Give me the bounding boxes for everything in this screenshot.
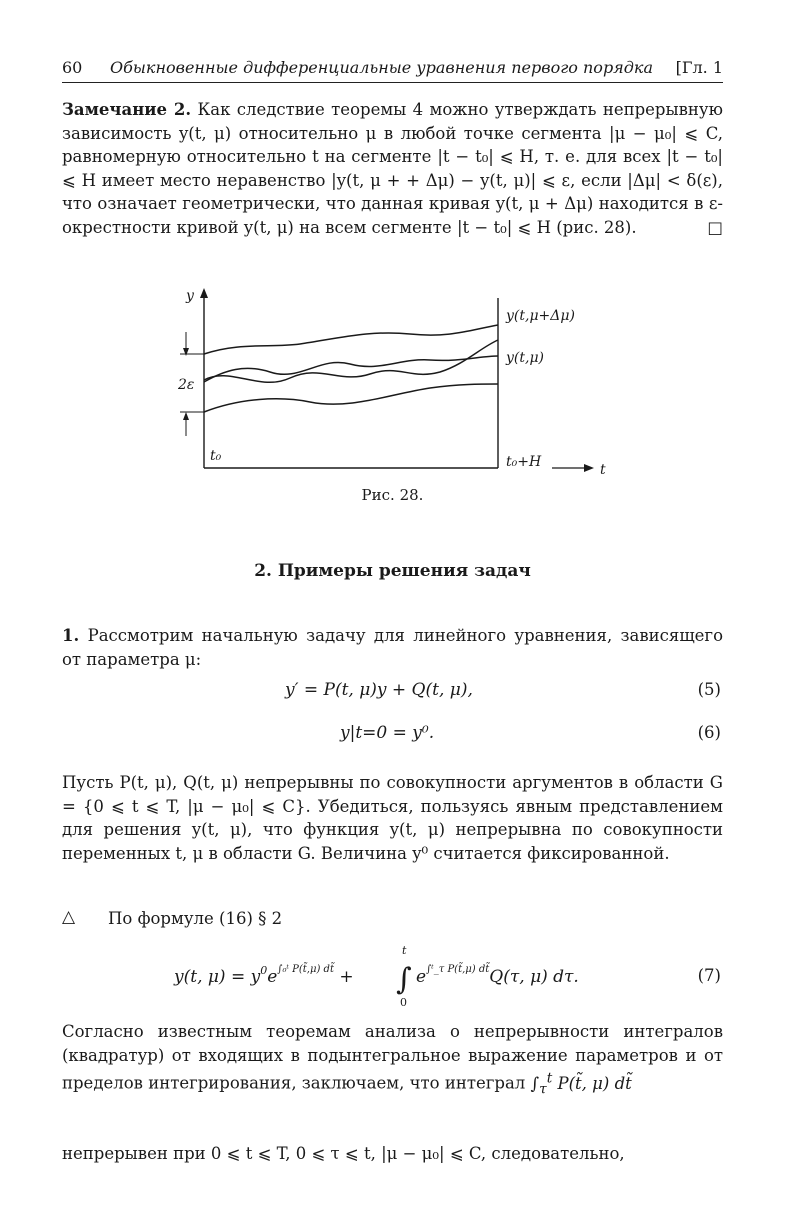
t-axis-label: t (600, 462, 606, 478)
solution-triangle: △ (62, 907, 76, 927)
epsilon-arrowhead-bottom (183, 412, 189, 420)
qed-symbol: □ (707, 217, 723, 237)
svg-text:0: 0 (400, 996, 407, 1009)
by-formula-text: По формуле (16) § 2 (108, 909, 283, 928)
problem-number: 1. (62, 626, 80, 645)
running-title: Обыкновенные дифференциальные уравнения первого порядка (110, 58, 654, 77)
svg-text:y(t, μ) = y0e∫₀ᵗ P(t̃,μ) dt̃ +: y(t, $\mu) = y^0e^{\int_0ᵗ P(t̃,\mu) dt̃}$ + (174, 964, 354, 987)
curve-upper-label: y(t,μ+Δμ) (506, 308, 575, 324)
figure-caption: Рис. 28. (361, 486, 424, 504)
lower-bound-curve (204, 384, 498, 412)
problem-intro-text: Рассмотрим начальную задачу для линейного уравнения, зависящего от параметра μ: (62, 626, 724, 669)
remark-heading: Замечание 2. (62, 100, 192, 119)
page-number: 60 (62, 58, 83, 77)
remark-paragraph (62, 98, 723, 239)
integral-inline: $\int_\tau^t$ P(t̃, μ) dt̃ (530, 1070, 632, 1097)
chapter-label: [Гл. 1 (675, 58, 723, 77)
epsilon-arrowhead-top (183, 348, 189, 356)
problem-statement: Пусть P(t, μ), Q(t, μ) непрерывны по совокупности аргументов в области G = {0 ⩽ t ⩽ T, |μ − μ₀| ⩽ C}. Убедиться, пользуясь явным представлением для решения y(t, μ), что функция y(t, μ) непрерывна по совокупности переменных t, μ в области G. Величина y⁰ считается фиксированной. (62, 773, 723, 863)
remark-text: Как следствие теоремы 4 можно утверждать непрерывную зависимость y(t, μ) относительно μ в любой точке сегмента |μ − μ₀| ⩽ C, равномерную относительно t на сегменте |t − t₀| ⩽ H, т. е. для всех |t − t₀| ⩽ H имеет место неравенство |y(t, μ + + Δμ) − y(t, μ)| ⩽ ε, если |Δμ| < δ(ε), что означает геометрически, что данная кривая y(t, μ + Δμ) находится в ε-окрестности кривой y(t, μ) на всем сегменте |t − t₀| ⩽ H (рис. 28). (62, 100, 723, 237)
equation-7 (170, 942, 640, 1012)
after-equation-7 (62, 1020, 723, 1101)
y-axis-label: y (186, 288, 194, 304)
last-line: непрерывен при 0 ⩽ t ⩽ T, 0 ⩽ τ ⩽ t, |μ − μ₀| ⩽ C, следовательно, (62, 1144, 625, 1163)
section-title: 2. Примеры решения задач (254, 561, 531, 581)
figure-28 (170, 284, 630, 484)
problem-intro (62, 624, 723, 671)
curve-mid-label: y(t,μ) (506, 350, 545, 366)
equation-5-number: (5) (697, 680, 721, 699)
equation-7-number: (7) (697, 966, 721, 985)
epsilon-label: 2ε (178, 377, 195, 393)
equation-6: y|t=0 = y⁰. (340, 723, 435, 743)
svg-text:t: t (402, 944, 407, 957)
equation-6-number: (6) (697, 723, 721, 742)
upper-bound-curve (204, 325, 498, 354)
svg-text:∫: ∫ (396, 962, 412, 997)
t0H-label: t₀+H (506, 454, 542, 470)
running-header (62, 56, 723, 83)
curve-y-t-mu (204, 356, 498, 382)
t-arrow-head (584, 464, 594, 472)
t0-label: t₀ (210, 448, 222, 464)
y-axis-arrow (200, 288, 208, 298)
equation-5: y′ = P(t, μ)y + Q(t, μ), (285, 680, 473, 700)
after-equation-7-text: Согласно известным теоремам анализа о непрерывности интегралов (квадратур) от входящих в подынтегральное выражение параметров и от пределов интегрирования, заключаем, что интеграл (62, 1022, 723, 1093)
svg-text:e∫ᵗ_τ P(t̃,μ) dt̃Q(τ, μ) dτ.: $e^{\int ᵗ\_\tau P(t̃,\mu) dt̃}Q(\tau$, μ) dτ. (416, 964, 579, 987)
